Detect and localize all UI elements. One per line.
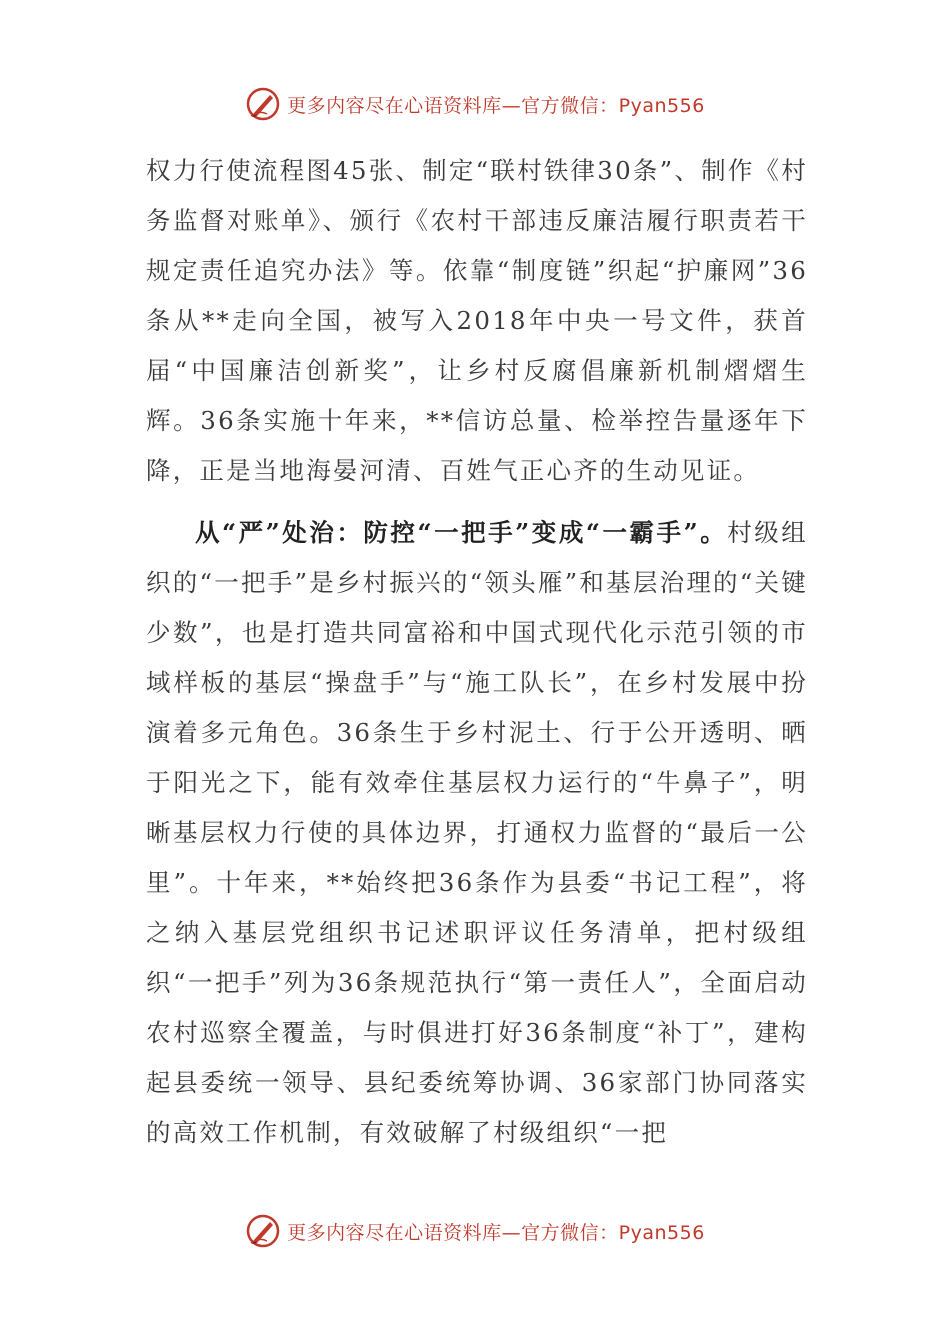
pen-logo-icon bbox=[245, 1213, 281, 1249]
paragraph-2-lead: 从“严”处治：防控“一把手”变成“一霸手”。 bbox=[195, 518, 728, 547]
pen-logo-icon bbox=[245, 86, 281, 122]
header-banner-text: 更多内容尽在心语资料库—官方微信：Pyan556 bbox=[287, 94, 705, 117]
paragraph-2-text: 村级组织的“一把手”是乡村振兴的“领头雁”和基层治理的“关键少数”，也是打造共同富裕和中国式现代化示范引领的市域样板的基层“操盘手”与“施工队长”，在乡村发展中扮演着多元角色。36条生于乡村泥土、行于公开透明、晒于阳光之下，能有效牵住基层权力运行的“牛鼻子”，明晰基层权力行使的具体边界，打通权力监督的“最后一公里”。十年来，**始终把36条作为县委“书记工程”，将之纳入基层党组织书记述职评议任务清单，把村级组织“一把手”列为36条规范执行“第一责任人”，全面启动农村巡察全覆盖，与时俱进打好36条制度“补丁”，建构起县委统一领导、县纪委统筹协调、36家部门协同落实的高效工作机制，有效破解了村级组织“一把 bbox=[146, 518, 808, 1147]
header-banner bbox=[0, 82, 950, 126]
footer-banner bbox=[0, 1209, 950, 1253]
document-body bbox=[146, 146, 808, 1158]
paragraph-1: 权力行使流程图45张、制定“联村铁律30条”、制作《村务监督对账单》、颁行《农村干部违反廉洁履行职责若干规定责任追究办法》等。依靠“制度链”织起“护廉网”36条从**走向全国，被写入2018年中央一号文件，获首届“中国廉洁创新奖”，让乡村反腐倡廉新机制熠熠生辉。36条实施十年来，**信访总量、检举控告量逐年下降，正是当地海晏河清、百姓气正心齐的生动见证。 bbox=[146, 156, 808, 485]
footer-banner-text: 更多内容尽在心语资料库—官方微信：Pyan556 bbox=[287, 1221, 705, 1244]
paragraph-2 bbox=[146, 508, 808, 1158]
